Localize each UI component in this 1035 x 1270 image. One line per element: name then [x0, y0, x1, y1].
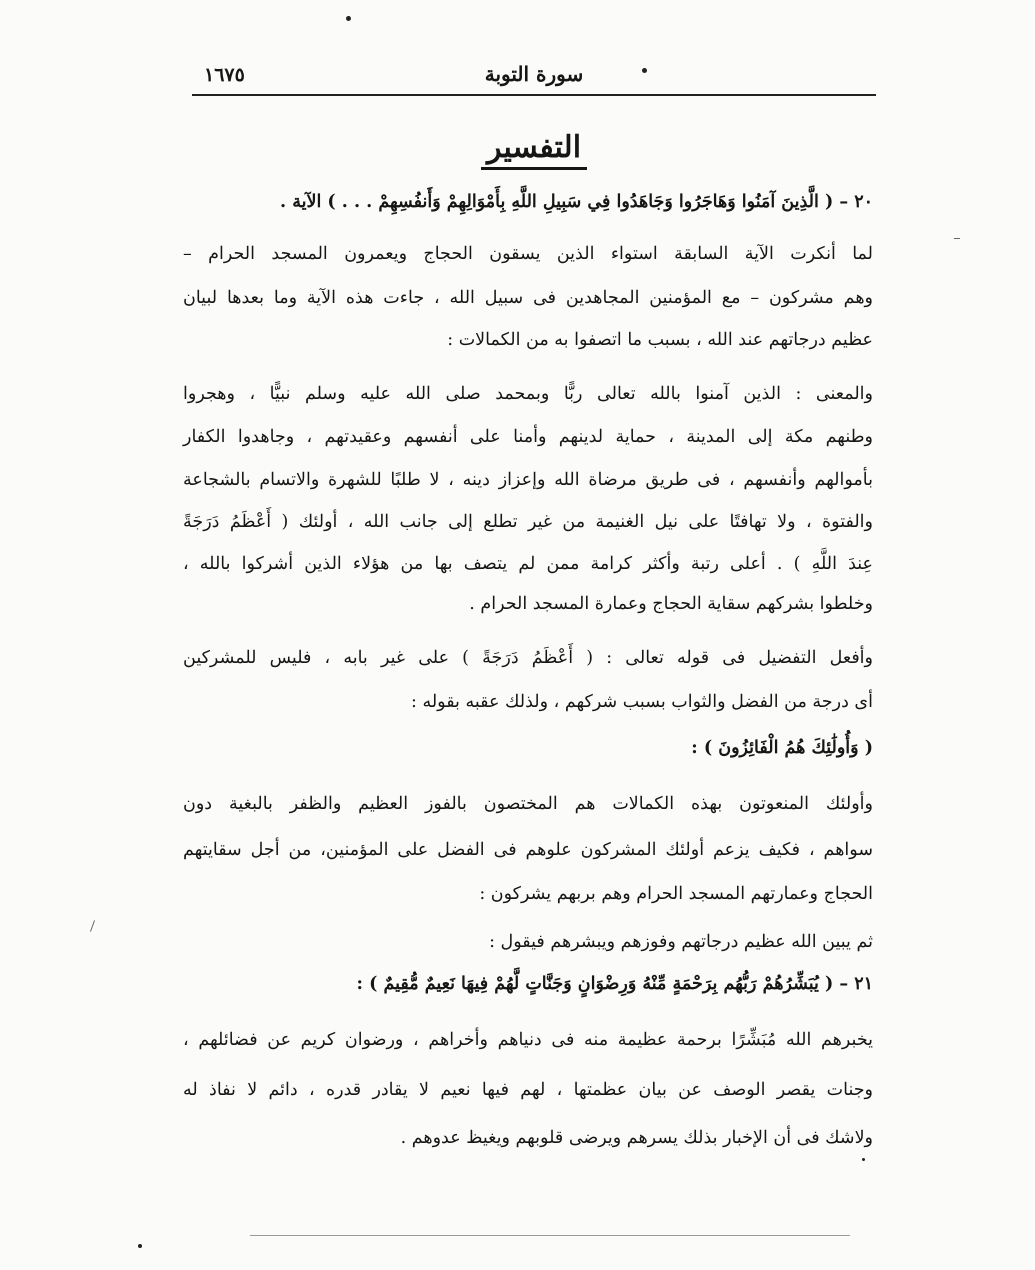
text-line: وجنات يقصر الوصف عن بيان عظمتها ، لهم فيها نعيم لا يقادر قدره ، دائم لا نفاذ له	[183, 1080, 873, 1100]
running-header	[192, 58, 876, 94]
page-number: ١٦٧٥	[204, 64, 245, 86]
speck-mark	[138, 1244, 142, 1248]
verse-quote: ( وَأُولَٰئِكَ هُمُ الْفَائِزُونَ ) :	[691, 738, 873, 758]
text-line: وطنهم مكة إلى المدينة ، حماية لدينهم وأمنا على أنفسهم وعقيدتهم ، وجاهدوا الكفار	[183, 427, 873, 447]
text-line: ولاشك فى أن الإخبار بذلك يسرهم ويرضى قلوبهم ويغيظ عدوهم .	[400, 1128, 873, 1148]
text-line: الحجاج وعمارتهم المسجد الحرام وهم بربهم يشركون :	[479, 884, 873, 904]
text-line: يخبرهم الله مُبَشِّرًا برحمة عظيمة منه فى دنياهم وأخراهم ، ورضوان كريم عن فضائلهم ،	[183, 1030, 873, 1050]
text-line: وأفعل التفضيل فى قوله تعالى : ( أَعْظَمُ دَرَجَةً ) على غير بابه ، فليس للمشركين	[183, 648, 873, 668]
text-line: ثم يبين الله عظيم درجاتهم وفوزهم ويبشرهم فيقول :	[489, 932, 873, 952]
speck-mark	[862, 1158, 865, 1161]
text-line: والمعنى : الذين آمنوا بالله تعالى ربًّا وبمحمد صلى الله عليه وسلم نبيًّا ، وهجروا	[183, 384, 873, 404]
text-line: وأولئك المنعوتون بهذه الكمالات هم المختصون بالفوز العظيم والظفر بالبغية دون	[183, 794, 873, 814]
text-line: وخلطوا بشركهم سقاية الحجاج وعمارة المسجد الحرام .	[469, 594, 873, 614]
text-line: والفتوة ، ولا تهافتًا على نيل الغنيمة من غير تطلع إلى جانب الله ، أولئك ( أَعْظَمُ دَرَجَةً	[183, 512, 873, 532]
section-title	[192, 130, 876, 170]
margin-mark	[90, 920, 95, 932]
text-line: بأموالهم وأنفسهم ، فى طريق مرضاة الله وإعزاز دينه ، لا طلبًا للشهرة والاتسام بالشجاعة	[183, 470, 873, 490]
verse-20-heading: ٢٠ – ( الَّذِينَ آمَنُوا وَهَاجَرُوا وَجَاهَدُوا فِي سَبِيلِ اللَّهِ بِأَمْوَالِهِمْ وَأَنفُسِهِمْ . . . ) الآية .	[280, 192, 873, 212]
text-line: عظيم درجاتهم عند الله ، بسبب ما اتصفوا به من الكمالات :	[447, 330, 873, 350]
text-line: وهم مشركون – مع المؤمنين المجاهدين فى سبيل الله ، جاءت هذه الآية وما بعدها لبيان	[183, 288, 873, 308]
text-line: عِندَ اللَّهِ ) . أعلى رتبة وأكثر كرامة ممن لم يتصف بها من هؤلاء الذين أشركوا بالله ،	[183, 554, 873, 574]
speck-mark	[346, 16, 351, 21]
section-title-text: التفسير	[481, 130, 587, 170]
text-line: لما أنكرت الآية السابقة استواء الذين يسقون الحجاج ويعمرون المسجد الحرام –	[183, 244, 873, 264]
surah-title: سورة التوبة	[484, 62, 584, 86]
text-line: أى درجة من الفضل والثواب بسبب شركهم ، ولذلك عقبه بقوله :	[410, 692, 873, 712]
header-rule	[192, 94, 876, 96]
bottom-rule	[250, 1235, 850, 1236]
verse-21-heading: ٢١ – ( يُبَشِّرُهُمْ رَبُّهُم بِرَحْمَةٍ مِّنْهُ وَرِضْوَانٍ وَجَنَّاتٍ لَّهُمْ فِيهَا نَعِيمٌ مُّقِيمٌ ) :	[356, 974, 873, 994]
header-ornament-dot	[642, 68, 647, 73]
text-line: سواهم ، فكيف يزعم أولئك المشركون علوهم فى الفضل على المؤمنين، من أجل سقايتهم	[183, 840, 873, 860]
margin-mark	[954, 238, 960, 239]
